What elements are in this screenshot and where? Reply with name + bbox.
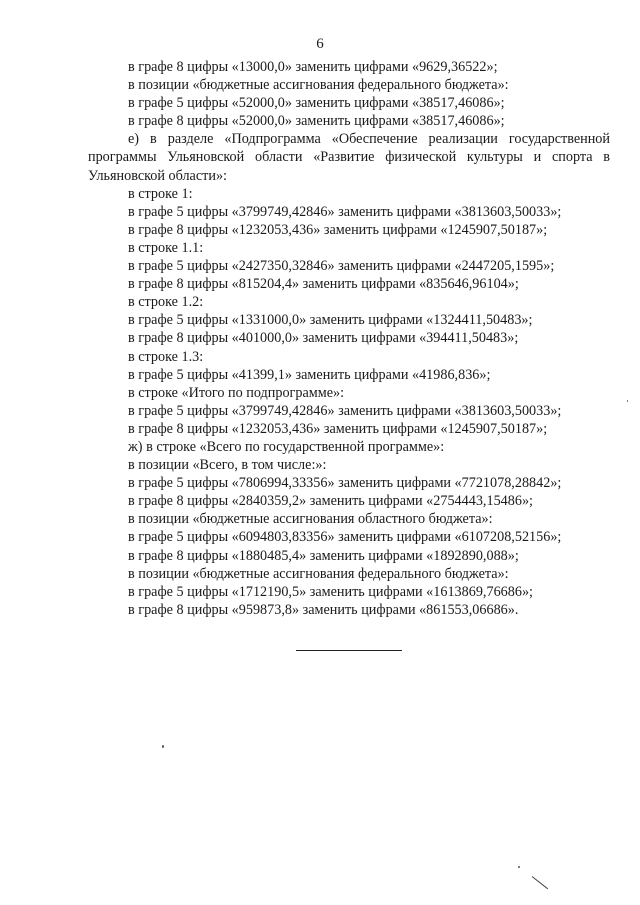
section-zh-heading: ж) в строке «Всего по государственной программе»: (128, 438, 445, 455)
text-line: в графе 5 цифры «6094803,83356» заменить цифрами «6107208,52156»; (128, 529, 562, 546)
text-line: в графе 5 цифры «2427350,32846» заменить цифрами «2447205,1595»; (128, 258, 555, 275)
text-line: в графе 8 цифры «401000,0» заменить цифрами «394411,50483»; (128, 330, 519, 347)
scan-stroke (532, 876, 548, 889)
text-line: в строке 1.1: (128, 239, 204, 256)
page-number: 6 (316, 36, 324, 52)
text-line: в графе 5 цифры «3799749,42846» заменить цифрами «3813603,50033»; (128, 402, 562, 419)
scan-speck (627, 400, 628, 402)
scan-speck (162, 745, 164, 748)
text-line: в строке 1.2: (128, 294, 204, 311)
text-line: в графе 5 цифры «1331000,0» заменить цифрами «1324411,50483»; (128, 312, 533, 329)
end-rule (296, 650, 402, 651)
text-line: в позиции «Всего, в том числе:»: (128, 457, 327, 474)
text-line: в графе 5 цифры «52000,0» заменить цифрами «38517,46086»; (128, 95, 505, 112)
text-line: в графе 8 цифры «1880485,4» заменить цифрами «1892890,088»; (128, 547, 519, 564)
text-line: в графе 5 цифры «7806994,33356» заменить цифрами «7721078,28842»; (128, 475, 562, 492)
text-line: в графе 8 цифры «52000,0» заменить цифрами «38517,46086»; (128, 113, 505, 130)
text-line: в позиции «бюджетные ассигнования федерального бюджета»: (128, 77, 509, 94)
text-line: в строке 1: (128, 185, 193, 202)
text-line: в строке «Итого по подпрограмме»: (128, 384, 345, 401)
text-line: в графе 8 цифры «815204,4» заменить цифрами «835646,96104»; (128, 276, 519, 293)
scan-speck (518, 866, 520, 868)
text-line: в графе 8 цифры «13000,0» заменить цифрами «9629,36522»; (128, 59, 498, 75)
text-line: в графе 8 цифры «2840359,2» заменить цифрами «2754443,15486»; (128, 493, 533, 510)
section-e-paragraph: е) в разделе «Подпрограмма «Обеспечение реализации государственной программы Ульяновской области «Развитие физической культуры и спорта в Ульяновской области»: (88, 131, 610, 184)
text-line: в позиции «бюджетные ассигнования федерального бюджета»: (128, 565, 509, 582)
text-line: в строке 1.3: (128, 348, 204, 365)
text-line: в позиции «бюджетные ассигнования областного бюджета»: (128, 511, 493, 528)
text-line: в графе 8 цифры «1232053,436» заменить цифрами «1245907,50187»; (128, 420, 548, 437)
document-body (88, 58, 610, 619)
text-line: в графе 5 цифры «41399,1» заменить цифрами «41986,836»; (128, 366, 491, 383)
text-line: в графе 5 цифры «1712190,5» заменить цифрами «1613869,76686»; (128, 583, 533, 600)
text-line: в графе 8 цифры «1232053,436» заменить цифрами «1245907,50187»; (128, 221, 548, 238)
text-line: в графе 5 цифры «3799749,42846» заменить цифрами «3813603,50033»; (128, 203, 562, 220)
text-line: в графе 8 цифры «959873,8» заменить цифрами «861553,06686». (128, 601, 519, 618)
